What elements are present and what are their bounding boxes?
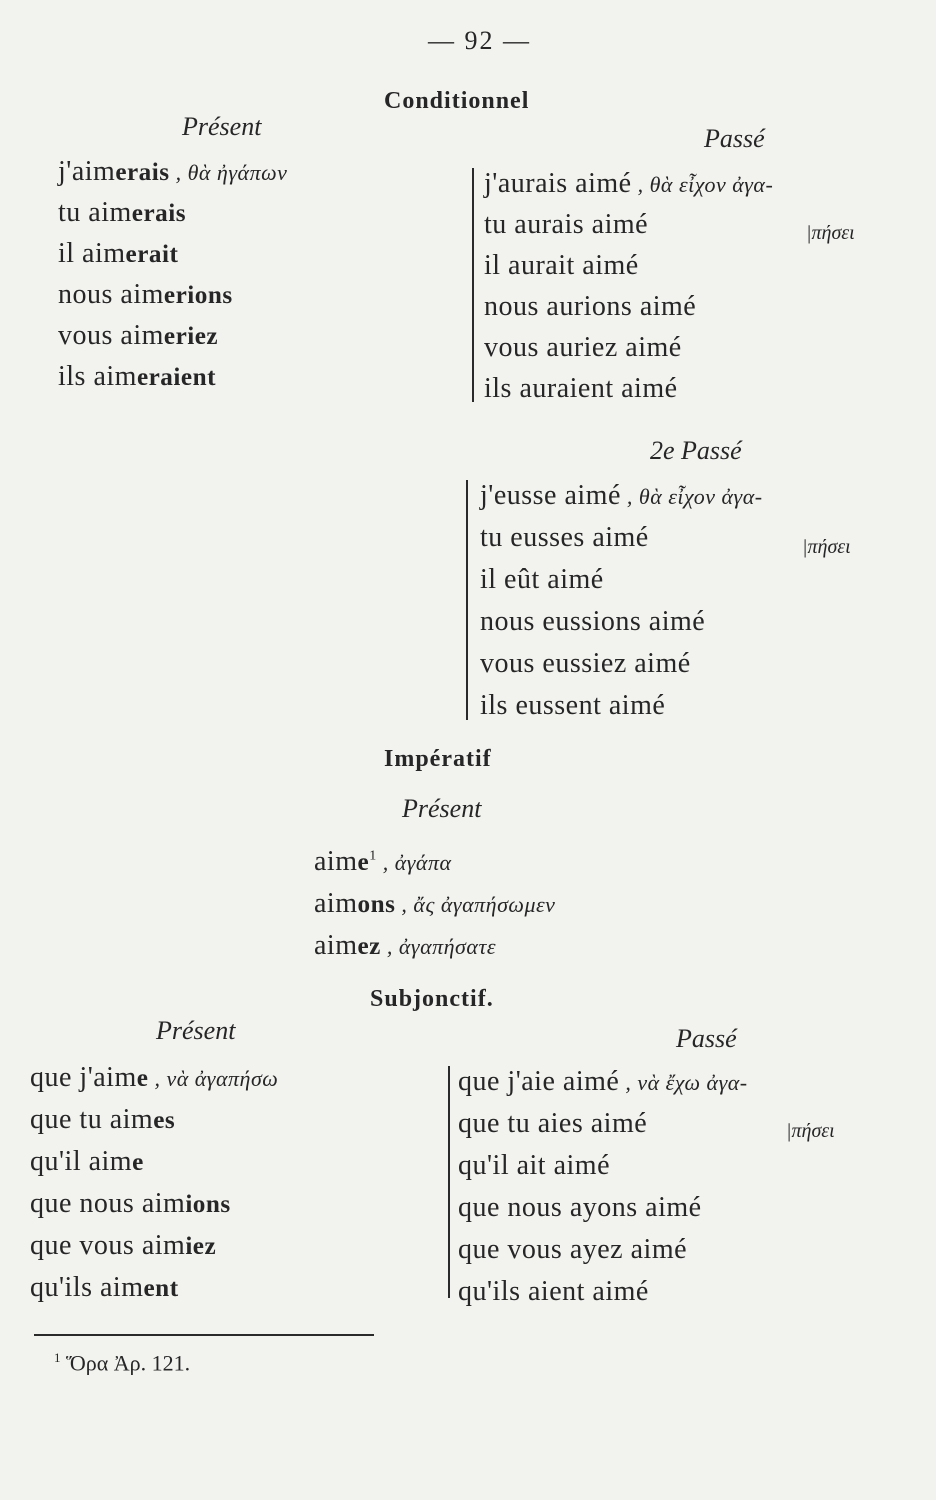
- verb-ending: eriez: [163, 323, 219, 350]
- bracket-line: [466, 480, 468, 720]
- conjugation-line: [480, 522, 649, 554]
- subheading-subjonctif-present: Présent: [156, 1016, 236, 1045]
- verb-form: que j'aie aimé: [458, 1066, 620, 1097]
- verb-ending: ent: [143, 1275, 179, 1302]
- conjugation-line: [30, 1104, 175, 1136]
- verb-ending: ions: [185, 1191, 231, 1218]
- conjugation-line: [30, 1146, 144, 1178]
- conjugation-line: [484, 291, 696, 323]
- verb-form: que tu aies aimé: [458, 1108, 648, 1139]
- conjugation-line: [314, 888, 555, 920]
- verb-ending: iez: [185, 1233, 217, 1260]
- verb-stem: que tu aim: [30, 1104, 154, 1135]
- verb-form: que vous ayez aimé: [458, 1234, 688, 1265]
- footnote-ref: 1: [369, 848, 377, 864]
- subheading-imperatif-present: Présent: [402, 794, 482, 823]
- conjugation-line: [314, 930, 496, 962]
- subheading-conditionnel-passe2: 2e Passé: [650, 436, 742, 465]
- greek-gloss: , θὰ εἶχον ἀγα-: [637, 172, 774, 197]
- verb-ending: ez: [357, 933, 381, 960]
- conjugation-line: [458, 1108, 647, 1140]
- conjugation-line: [480, 606, 705, 638]
- greek-gloss-continuation: |πήσει: [786, 1120, 835, 1142]
- conjugation-line: [458, 1192, 702, 1224]
- bracket-line: [472, 168, 474, 402]
- verb-form: j'eusse aimé: [480, 480, 621, 511]
- conjugation-line: [458, 1150, 610, 1182]
- conjugation-line: [58, 361, 216, 393]
- conjugation-line: [58, 238, 178, 270]
- conjugation-line: [480, 690, 665, 722]
- conjugation-line: [30, 1230, 216, 1262]
- section-heading-subjonctif: Subjonctif.: [370, 986, 494, 1012]
- verb-form: nous aurions aimé: [484, 291, 697, 322]
- greek-gloss: , ἀγαπήσατε: [386, 934, 496, 959]
- verb-form: qu'ils aient aimé: [458, 1276, 649, 1307]
- conjugation-line: [484, 373, 678, 405]
- conjugation-line: [30, 1188, 231, 1220]
- conjugation-line: [480, 480, 763, 512]
- verb-form: vous auriez aimé: [484, 332, 682, 363]
- verb-stem: aim: [314, 930, 358, 961]
- conjugation-line: [58, 279, 233, 311]
- conjugation-line: [58, 197, 186, 229]
- footnote-text: Ὅρα Ἀρ. 121.: [66, 1350, 191, 1376]
- verb-form: il aurait aimé: [484, 250, 639, 281]
- conjugation-line: [58, 320, 218, 352]
- greek-gloss: , νὰ ἔχω ἀγα-: [625, 1070, 748, 1095]
- verb-stem: que nous aim: [30, 1188, 186, 1219]
- verb-stem: aim: [314, 888, 358, 919]
- conjugation-line: [458, 1066, 748, 1098]
- conjugation-line: [484, 168, 773, 200]
- verb-ending: e: [357, 849, 370, 876]
- footnote-rule: [34, 1334, 374, 1336]
- subheading-conditionnel-present: Présent: [182, 112, 262, 141]
- verb-ending: erait: [125, 241, 179, 268]
- verb-stem: aim: [314, 846, 358, 877]
- footnote: [54, 1350, 190, 1376]
- verb-form: tu aurais aimé: [484, 209, 649, 240]
- verb-stem: que j'aim: [30, 1062, 137, 1093]
- verb-stem: vous aim: [58, 320, 164, 351]
- conjugation-line: [480, 648, 691, 680]
- verb-ending: ons: [357, 891, 396, 918]
- verb-ending: e: [136, 1065, 149, 1092]
- verb-form: ils eussent aimé: [480, 690, 666, 721]
- verb-stem: nous aim: [58, 279, 164, 310]
- verb-form: tu eusses aimé: [480, 522, 649, 553]
- conjugation-line: [484, 332, 682, 364]
- section-heading-imperatif: Impératif: [384, 746, 492, 772]
- greek-gloss-continuation: |πήσει: [802, 536, 851, 558]
- verb-stem: tu aim: [58, 197, 132, 228]
- subheading-subjonctif-passe: Passé: [676, 1024, 737, 1053]
- verb-stem: il aim: [58, 238, 126, 269]
- verb-stem: j'aim: [58, 156, 116, 187]
- conjugation-line: [484, 209, 648, 241]
- verb-stem: ils aim: [58, 361, 137, 392]
- verb-form: vous eussiez aimé: [480, 648, 691, 679]
- verb-stem: que vous aim: [30, 1230, 186, 1261]
- verb-ending: eraient: [136, 364, 216, 391]
- greek-gloss: , ἀγάπα: [382, 850, 452, 875]
- subheading-conditionnel-passe: Passé: [704, 124, 765, 153]
- verb-form: il eût aimé: [480, 564, 604, 595]
- conjugation-line: [314, 846, 452, 878]
- greek-gloss: , νὰ ἀγαπήσω: [154, 1066, 279, 1091]
- verb-form: ils auraient aimé: [484, 373, 678, 404]
- verb-ending: e: [132, 1149, 144, 1176]
- verb-form: nous eussions aimé: [480, 606, 706, 637]
- verb-form: que nous ayons aimé: [458, 1192, 702, 1223]
- conjugation-line: [30, 1272, 179, 1304]
- verb-stem: qu'il aim: [30, 1146, 133, 1177]
- verb-ending: es: [153, 1107, 176, 1134]
- conjugation-line: [480, 564, 604, 596]
- section-heading-conditionnel: Conditionnel: [384, 88, 530, 114]
- verb-ending: erais: [131, 200, 187, 227]
- bracket-line: [448, 1066, 450, 1298]
- greek-gloss: , θὰ εἶχον ἀγα-: [626, 484, 763, 509]
- footnote-mark: 1: [54, 1350, 61, 1365]
- verb-form: j'aurais aimé: [484, 168, 632, 199]
- conjugation-line: [484, 250, 639, 282]
- verb-ending: erais: [115, 159, 170, 186]
- conjugation-line: [58, 156, 287, 188]
- greek-gloss-continuation: |πήσει: [806, 222, 855, 244]
- greek-gloss: , ἄς ἀγαπήσωμεν: [401, 892, 556, 917]
- verb-stem: qu'ils aim: [30, 1272, 144, 1303]
- conjugation-line: [458, 1276, 649, 1308]
- greek-gloss: , θὰ ἠγάπων: [175, 160, 288, 185]
- verb-form: qu'il ait aimé: [458, 1150, 611, 1181]
- verb-ending: erions: [163, 282, 233, 309]
- page-number: — 92 —: [428, 26, 531, 55]
- conjugation-line: [30, 1062, 278, 1094]
- conjugation-line: [458, 1234, 687, 1266]
